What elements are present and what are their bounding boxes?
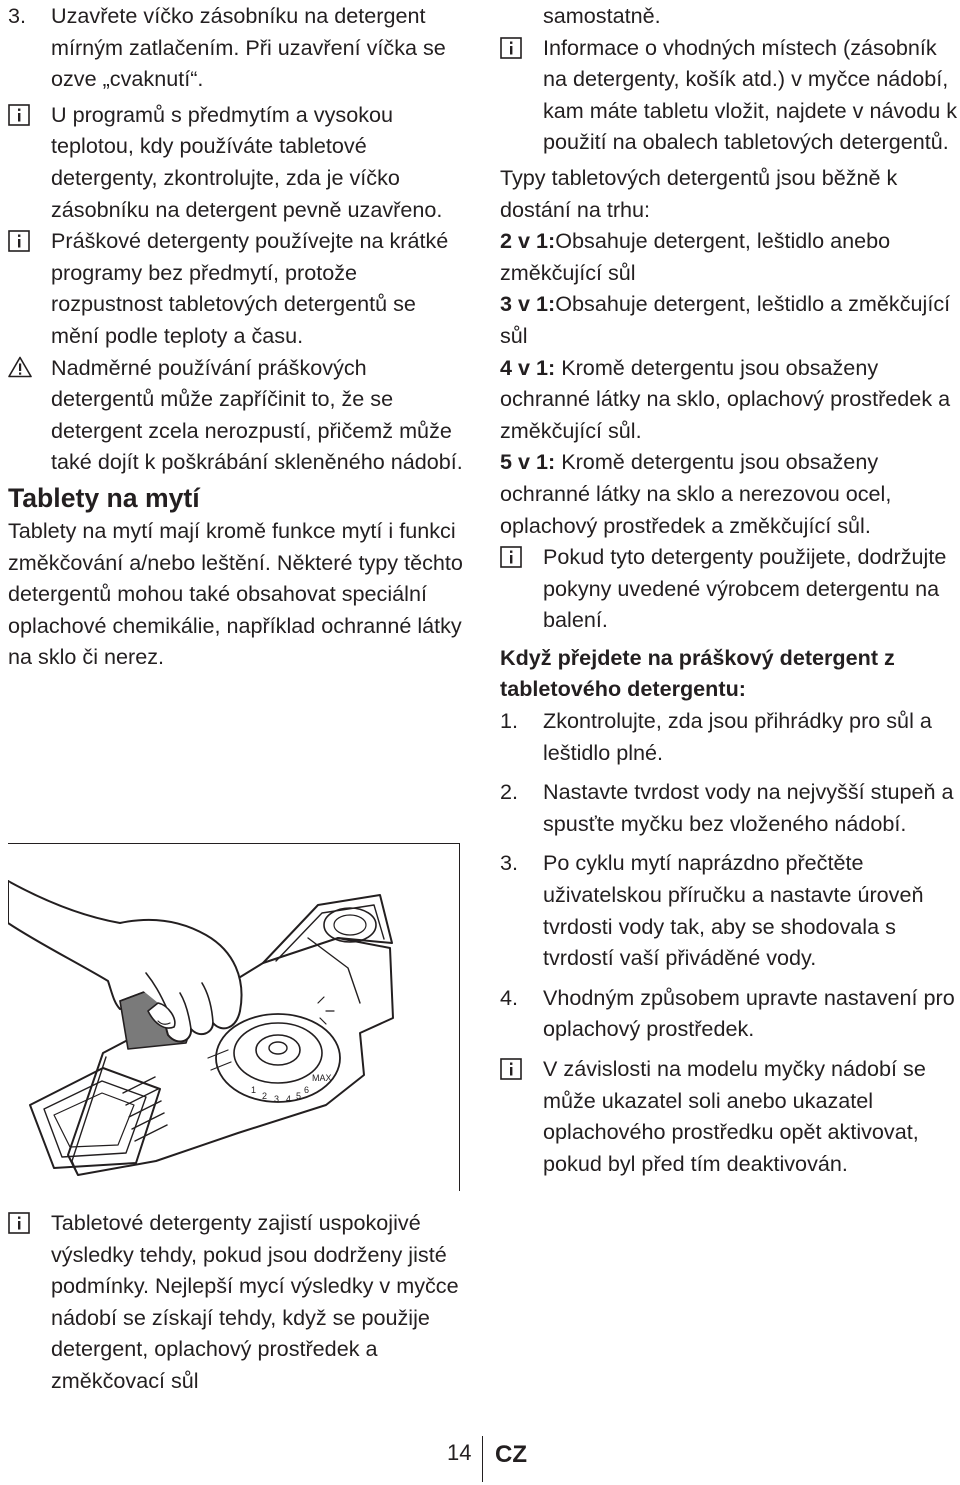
- note-text: Pokud tyto detergenty použijete, dodržujte pokyny uvedené výrobcem detergentu na balení.: [543, 544, 947, 633]
- info-note-conditions: [8, 1207, 464, 1397]
- dial-label: 4: [286, 1094, 292, 1104]
- info-note-instructions: [500, 541, 958, 636]
- step-text: Po cyklu mytí naprázdno přečtěte uživatelskou příručku a nastavte úroveň tvrdosti vody tak, aby se shodovala s tvrdostí vaší přiváděné vody.: [543, 850, 924, 971]
- right-column: [500, 0, 958, 1179]
- step-number: 3.: [500, 850, 519, 876]
- type-text: Kromě detergentu jsou obsaženy ochranné látky na sklo a nerezovou ocel, oplachový prostředek a změkčující sůl.: [500, 449, 892, 538]
- step-text: Vhodným způsobem upravte nastavení pro oplachový prostředek.: [543, 984, 955, 1042]
- left-bottom-note: [8, 1207, 464, 1397]
- type-5in1: [500, 446, 958, 541]
- footer-divider: [482, 1436, 483, 1482]
- language-code: CZ: [495, 1441, 527, 1468]
- page-number: 14: [447, 1440, 472, 1465]
- dispenser-drawing: [8, 843, 460, 1191]
- type-4in1: [500, 352, 958, 447]
- note-text: Informace o vhodných místech (zásobník na detergenty, košík atd.) v myčce nádobí, kam máte tabletu vložit, najdete v návodu k použití na obalech tabletových detergentů.: [543, 34, 958, 155]
- section-heading: Tablety na mytí: [8, 482, 200, 513]
- info-note-indicator: [500, 1053, 958, 1179]
- type-text: Obsahuje detergent, leštidlo a změkčující sůl: [500, 291, 951, 348]
- switch-step-4: [500, 982, 958, 1045]
- note-text: Práškové detergenty používejte na krátké programy bez předmytí, protože rozpustnost tabletových detergentů se mění podle teploty a času.: [51, 228, 449, 348]
- step-text: Nastavte tvrdost vody na nejvyšší stupeň a spusťte myčku bez vloženého nádobí.: [543, 779, 954, 836]
- type-label: 5 v 1:: [500, 449, 556, 475]
- type-label: 3 v 1:: [500, 291, 556, 317]
- type-2in1: [500, 225, 958, 288]
- type-text: Kromě detergentu jsou obsaženy ochranné látky na sklo, oplachový prostředek a změkčující sůl.: [500, 354, 951, 443]
- step-text: Uzavřete víčko zásobníku na detergent mírným zatlačením. Při uzavření víčka se ozve „cvaknutí“.: [51, 3, 446, 92]
- note-text: U programů s předmytím a vysokou teplotou, kdy používáte tabletové detergenty, zkontrolujte, zda je víčko zásobníku na detergent pevně uzavřeno.: [51, 101, 443, 222]
- type-3in1: [500, 288, 958, 351]
- warning-note: [8, 352, 464, 478]
- section-paragraph: Tablety na mytí mají kromě funkce mytí i funkci změkčování a/nebo leštění. Některé typy těchto detergentů mohou také obsahovat speciální oplachové chemikálie, například ochranné látky na sklo či nerez.: [8, 517, 463, 670]
- switch-step-2: [500, 776, 958, 839]
- dial-label: 6: [304, 1085, 310, 1095]
- switch-step-1: [500, 705, 958, 768]
- step-text: Zkontrolujte, zda jsou přihrádky pro sůl a leštidlo plné.: [543, 708, 932, 765]
- subheading: Když přejdete na práškový detergent z tabletového detergentu:: [500, 644, 895, 702]
- step-number: 2.: [500, 779, 519, 805]
- info-note-prewash: [8, 99, 464, 225]
- type-label: 2 v 1:: [500, 228, 556, 254]
- switch-step-3: [500, 847, 958, 973]
- continued-text: samostatně.: [543, 3, 661, 28]
- type-text: Obsahuje detergent, leštidlo anebo změkčující sůl: [500, 228, 891, 285]
- info-note-powder: [8, 225, 464, 351]
- warning-text: Nadměrné používání práškových detergentů může zapříčinit to, že se detergent zcela nerozpustí, přičemž může také dojít k poškrábání skleněného nádobí.: [51, 354, 463, 475]
- step-number: 4.: [500, 984, 519, 1010]
- types-intro: Typy tabletových detergentů jsou běžně k dostání na trhu:: [500, 164, 898, 222]
- note-text: V závislosti na modelu myčky nádobí se může ukazatel soli anebo ukazatel oplachového prostředku opět aktivovat, pokud byl před tím deaktivován.: [543, 1056, 926, 1176]
- step-number: 1.: [500, 708, 519, 734]
- dial-label: 5: [296, 1091, 302, 1101]
- info-note-placement: [500, 32, 958, 158]
- dispenser-illustration: [8, 843, 460, 1191]
- step-number: 3.: [8, 3, 27, 28]
- dial-label: 2: [262, 1091, 268, 1101]
- note-text: Tabletové detergenty zajistí uspokojivé výsledky tehdy, pokud jsou dodrženy jisté podmínky. Nejlepší mycí výsledky v myčce nádobí se získají tehdy, když se použije detergent, oplachový prostředek a změkčovací sůl: [51, 1210, 459, 1393]
- dial-label: 1: [251, 1085, 257, 1095]
- type-label: 4 v 1:: [500, 354, 556, 380]
- dial-label-max: MAX: [312, 1073, 332, 1083]
- step-3: [8, 0, 464, 95]
- left-column: [8, 0, 464, 673]
- dial-label: 3: [274, 1094, 280, 1104]
